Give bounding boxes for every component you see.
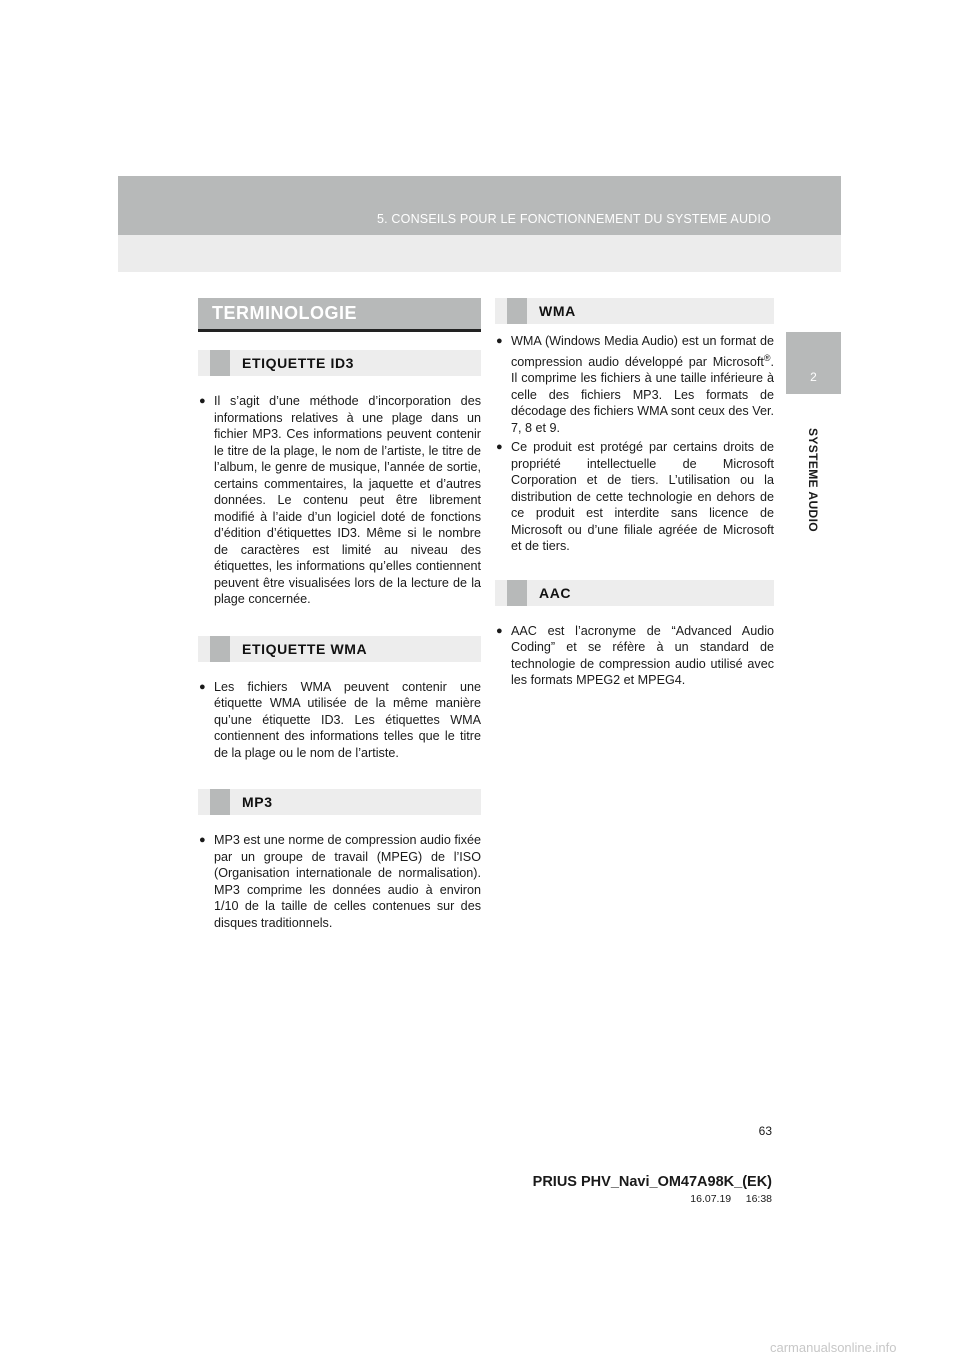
footer-model: PRIUS PHV_Navi_OM47A98K_(EK) <box>532 1174 772 1190</box>
chapter-label: SYSTEME AUDIO <box>806 427 820 533</box>
subsection-marker <box>507 298 527 324</box>
subsection-label: ETIQUETTE WMA <box>242 640 368 657</box>
left-column <box>198 298 481 931</box>
chapter-number: 2 <box>810 370 817 384</box>
paragraph-wma-license: ● Ce produit est protégé par certains droits de propriété intellectuelle de Microsoft Corporation et de tiers. L’utilisation ou la distribution de cette technologie en dehors de ce produit est interdite sans licence de Microsoft ou d’une filiale agréée de Microsoft et de tiers. <box>495 439 774 555</box>
subsection-marker <box>210 636 230 662</box>
subsection-marker <box>210 350 230 376</box>
subsection-title-id3 <box>198 350 481 376</box>
subsection-title-mp3 <box>198 789 481 815</box>
paragraph-aac: ● AAC est l’acronyme de “Advanced Audio Coding” et se réfère à un standard de technologie de compression audio utilisé avec les formats MPEG2 et MPEG4. <box>495 623 774 689</box>
subsection-label: AAC <box>539 584 572 601</box>
subsection-label: ETIQUETTE ID3 <box>242 355 355 371</box>
footer-date: 16.07.19 16:38 <box>690 1193 772 1205</box>
subsection-title-wma-tag <box>198 636 481 662</box>
paragraph-wma <box>495 333 774 436</box>
paragraph-mp3: ● MP3 est une norme de compression audio fixée par un groupe de travail (MPEG) de l’ISO (Organisation internationale de normalisation). MP3 comprime les données audio à environ 1/10 de la taille de celles contenues sur des disques traditionnels. <box>198 832 481 931</box>
subsection-label: WMA <box>539 303 576 319</box>
subsection-label: MP3 <box>242 794 273 810</box>
wma-text-b: . Il comprime les fichiers à une taille inférieure à celle des fichiers MP3. Les formats de décodage des fichiers WMA sont ceux des Ver. 7, 8 et 9. <box>511 354 774 435</box>
subsection-marker <box>210 789 230 815</box>
page-number: 63 <box>758 1124 772 1138</box>
right-column <box>495 298 774 689</box>
header-title: 5. CONSEILS POUR LE FONCTIONNEMENT DU SYSTEME AUDIO <box>376 212 771 226</box>
header-band <box>118 176 841 235</box>
watermark: carmanualsonline.info <box>770 1340 897 1355</box>
subsection-title-aac <box>495 580 774 606</box>
paragraph-id3: ● Il s’agit d’une méthode d’incorporation des informations relatives à une plage dans un fichier MP3. Ces informations peuvent contenir le titre de la plage, le nom de l’artiste, le titre de l’album, le genre de musique, l’année de sortie, certains commentaires, la jaquette et d’autres données. Le contenu peut être librement modifié à l’aide d’un logiciel doté de fonctions d’édition d’étiquettes ID3. Même si le nombre de caractères est limité au niveau des étiquettes, les informations qu’elles contiennent peuvent être visualisées lors de la lecture de la plage concernée. <box>198 393 481 608</box>
page-header <box>118 176 841 272</box>
paragraph-wma-tag: ● Les fichiers WMA peuvent contenir une étiquette WMA utilisée de la même manière qu’une étiquette ID3. Les étiquettes WMA contiennent des informations telles que le titre de la plage ou le nom de l’artiste. <box>198 679 481 762</box>
chapter-tab <box>786 332 841 394</box>
registered-mark: ® <box>763 352 771 363</box>
subsection-title-wma <box>495 298 774 324</box>
wma-text-a: WMA (Windows Media Audio) est un format de compression audio développé par Microsoft <box>511 334 774 369</box>
section-title-terminologie: TERMINOLOGIE <box>198 298 481 332</box>
subsection-marker <box>507 580 527 606</box>
